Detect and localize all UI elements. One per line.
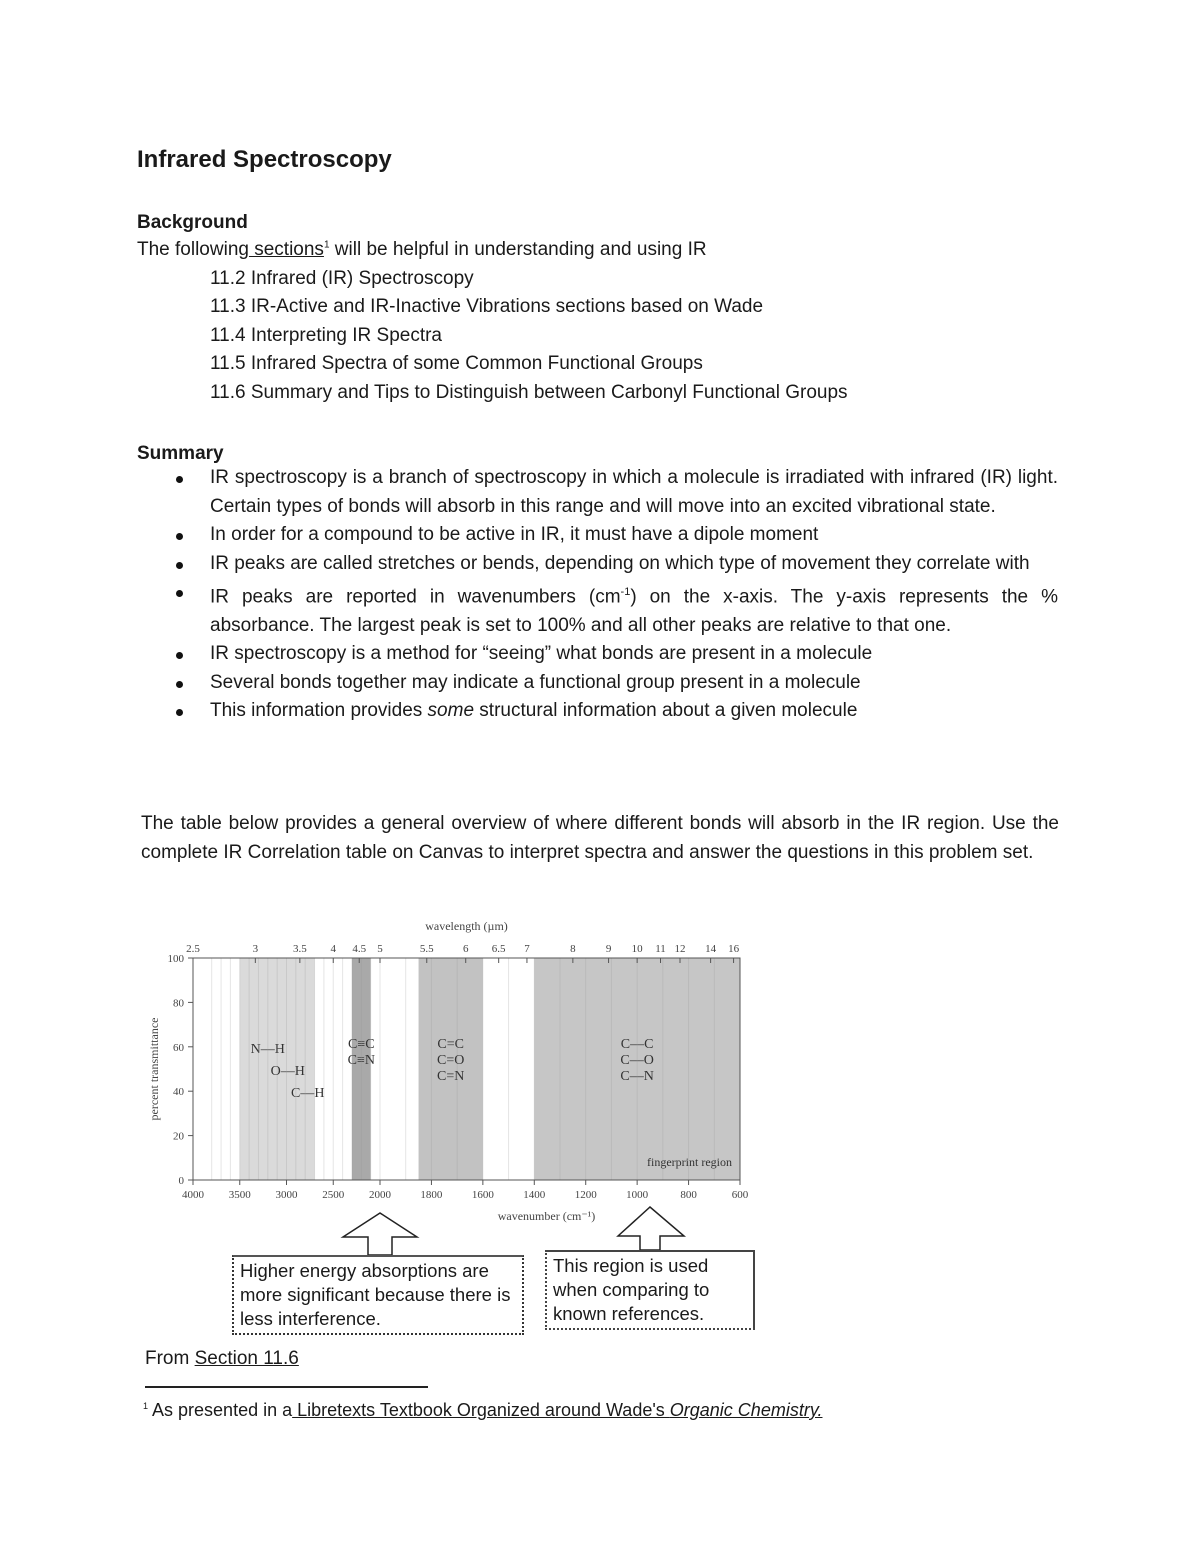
bond-label: C≡C xyxy=(348,1037,375,1052)
top-tick-label: 12 xyxy=(674,943,686,955)
x-tick-label: 1400 xyxy=(523,1189,546,1201)
arrow-up-icon xyxy=(618,1207,684,1250)
emphasis: some xyxy=(427,700,475,722)
footnote-mark: 1 xyxy=(143,1401,149,1411)
link-text: Libretexts Textbook Organized around Wade's xyxy=(292,1400,670,1420)
bond-label: O—H xyxy=(270,1064,305,1079)
top-tick-label: 10 xyxy=(631,943,643,955)
bullet-text: This information provides xyxy=(210,700,428,722)
intro-paragraph: The table below provides a general overview of where different bonds will absorb in the IR region. Use the complete IR Correlation table on Canvas to interpret spectra and answer the questions in this problem set. xyxy=(141,813,1059,863)
summary-bullet: IR peaks are called stretches or bends, depending on which type of movement they correlate with xyxy=(172,550,1058,579)
top-tick-label: 6 xyxy=(462,943,469,955)
x-tick-label: 3000 xyxy=(275,1189,298,1201)
top-tick-label: 8 xyxy=(570,943,576,955)
bond-label: C—H xyxy=(291,1086,325,1101)
background-heading: Background xyxy=(137,212,248,233)
top-tick-label: 5 xyxy=(377,943,383,955)
bullet-text: ) on the x-axis. The y-axis represents the % absorbance. The largest peak is set to 100% and all other peaks are relative to that one. xyxy=(210,586,1058,636)
summary-bullet: IR spectroscopy is a method for “seeing” what bonds are present in a molecule xyxy=(172,640,1058,669)
top-tick-label: 11 xyxy=(655,943,666,955)
bond-label: C=O xyxy=(437,1053,465,1068)
bond-label: C—N xyxy=(620,1069,654,1084)
section-item: 11.4 Interpreting IR Spectra xyxy=(210,325,442,346)
bullet-text: structural information about a given molecule xyxy=(474,700,858,722)
fingerprint-label: fingerprint region xyxy=(647,1155,732,1169)
top-tick-label: 6.5 xyxy=(491,943,506,955)
x-tick-label: 3500 xyxy=(228,1189,251,1201)
bond-label: C—C xyxy=(620,1037,654,1052)
link-title: Organic Chemistry. xyxy=(669,1400,823,1420)
y-axis-title: percent transmittance xyxy=(147,1017,161,1121)
top-tick-label: 2.5 xyxy=(186,943,200,955)
top-tick-label: 4 xyxy=(330,943,336,955)
summary-bullet: In order for a compound to be active in IR, it must have a dipole moment xyxy=(172,521,1058,550)
x-tick-label: 1600 xyxy=(471,1189,494,1201)
x-tick-label: 1000 xyxy=(626,1189,649,1201)
bond-label: C=N xyxy=(437,1069,465,1084)
top-tick-label: 3 xyxy=(252,943,259,955)
bond-label: N—H xyxy=(250,1042,285,1057)
summary-heading: Summary xyxy=(137,443,224,464)
intro-text: The following xyxy=(137,239,249,260)
top-tick-label: 4.5 xyxy=(352,943,367,955)
y-tick-label: 0 xyxy=(178,1175,184,1187)
superscript: -1 xyxy=(620,586,631,598)
x-tick-label: 600 xyxy=(731,1189,749,1201)
intro-text-end: will be helpful in understanding and using IR xyxy=(329,239,707,260)
source-text: From xyxy=(145,1348,195,1369)
bullet-text: IR peaks are reported in wavenumbers (cm xyxy=(210,586,621,608)
top-tick-label: 3.5 xyxy=(292,943,307,955)
y-tick-label: 100 xyxy=(167,953,184,965)
summary-bullet: IR spectroscopy is a branch of spectroscopy in which a molecule is irradiated with infrared (IR) light. Certain types of bonds will absorb in this range and will move into an excited vibrational state. xyxy=(172,464,1058,521)
y-tick-label: 80 xyxy=(173,997,184,1010)
top-tick-label: 16 xyxy=(728,943,740,955)
y-tick-label: 20 xyxy=(173,1130,184,1143)
callout-fingerprint: This region is used when comparing to known references. xyxy=(545,1250,755,1330)
x-axis-title: wavenumber (cm⁻¹) xyxy=(497,1209,596,1223)
top-tick-label: 5.5 xyxy=(419,943,434,955)
bond-label: C—O xyxy=(620,1053,654,1068)
libretexts-link[interactable] xyxy=(292,1400,822,1420)
x-tick-label: 800 xyxy=(680,1189,697,1201)
footnote-ref: 1 xyxy=(323,239,330,251)
footnote xyxy=(143,1400,822,1421)
section-item: 11.6 Summary and Tips to Distinguish between Carbonyl Functional Groups xyxy=(210,382,848,403)
section-item: 11.2 Infrared (IR) Spectroscopy xyxy=(210,268,474,289)
top-tick-label: 9 xyxy=(605,943,612,955)
x-tick-label: 2000 xyxy=(369,1189,391,1201)
bond-label: C≡N xyxy=(347,1053,375,1068)
sections-link[interactable]: sections xyxy=(248,239,324,260)
footnote-divider xyxy=(145,1386,428,1388)
top-tick-label: 7 xyxy=(524,943,530,955)
x-tick-label: 2500 xyxy=(322,1189,345,1201)
top-tick-label: 14 xyxy=(705,943,717,955)
footnote-text: As presented in a xyxy=(148,1400,293,1420)
bond-label: C=C xyxy=(437,1037,465,1052)
source-line xyxy=(145,1348,299,1370)
callout-higher-energy: Higher energy absorptions are more significant because there is less interference. xyxy=(232,1255,524,1335)
top-axis-title: wavelength (µm) xyxy=(425,919,508,933)
page-title: Infrared Spectroscopy xyxy=(137,146,392,173)
x-tick-label: 1800 xyxy=(420,1189,443,1201)
section-item: 11.3 IR-Active and IR-Inactive Vibrations sections based on Wade xyxy=(210,296,764,317)
arrow-up-icon xyxy=(343,1213,417,1255)
y-tick-label: 40 xyxy=(173,1086,184,1099)
section-item: 11.5 Infrared Spectra of some Common Functional Groups xyxy=(210,353,703,374)
x-tick-label: 1200 xyxy=(574,1189,597,1201)
section-link[interactable]: Section 11.6 xyxy=(194,1348,299,1369)
y-tick-label: 60 xyxy=(173,1041,184,1054)
x-tick-label: 4000 xyxy=(182,1189,204,1201)
summary-bullet: Several bonds together may indicate a functional group present in a molecule xyxy=(172,669,1058,698)
